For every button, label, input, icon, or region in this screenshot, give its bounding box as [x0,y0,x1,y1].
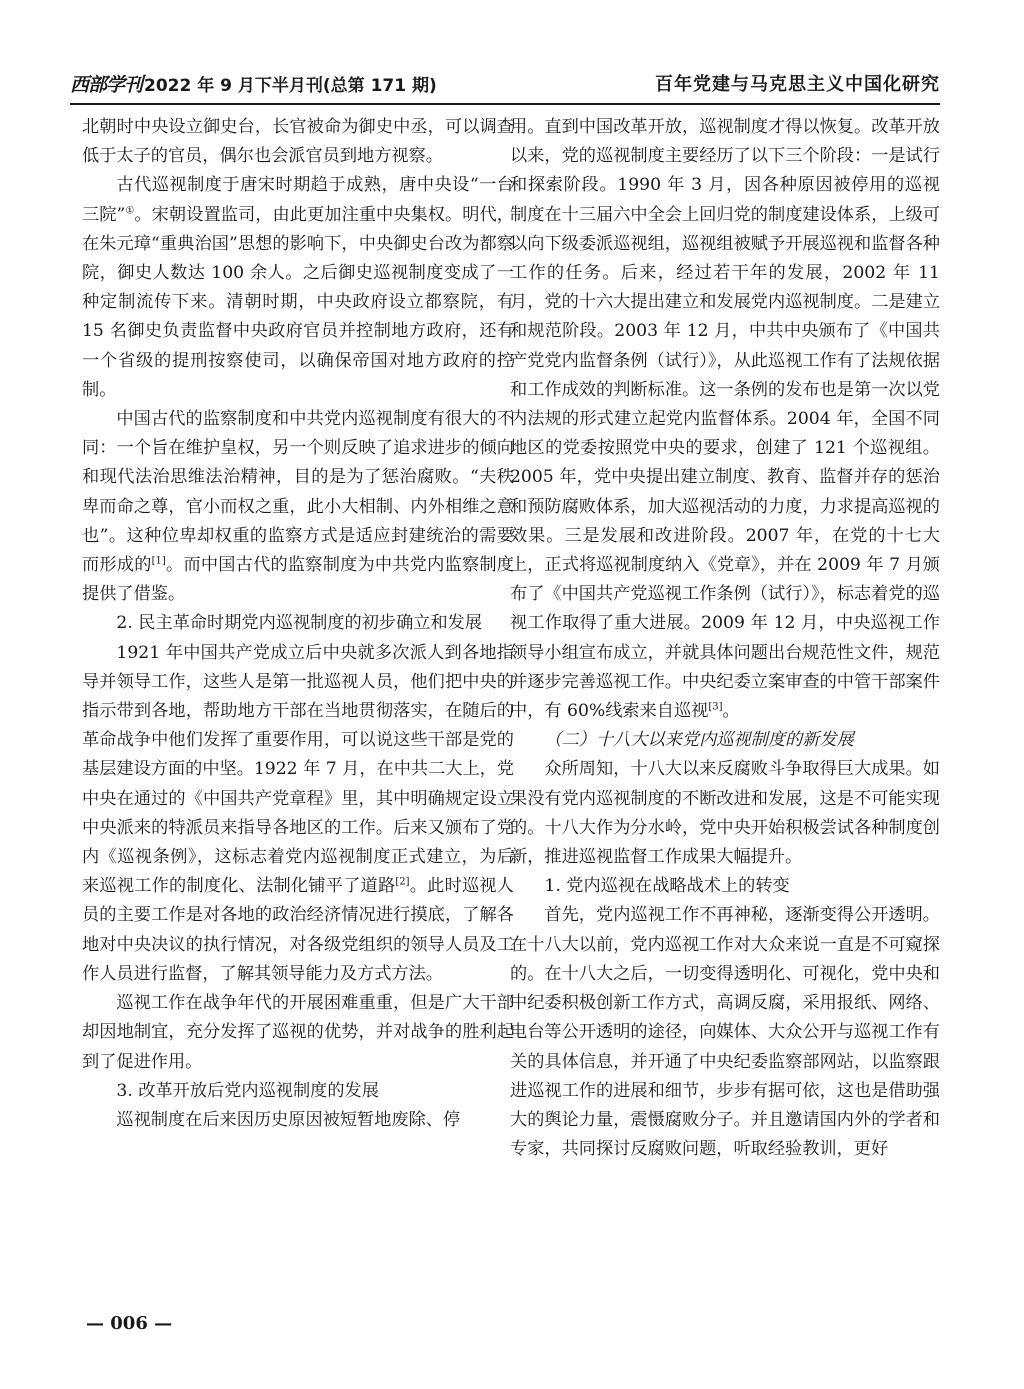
paragraph [82,639,514,989]
issue-info: 2022 年 9 月下半月刊(总第 171 期) [144,75,437,96]
subsection-heading: 1. 党内巡视在战略战术上的转变 [544,876,790,897]
page-number: — 006 — [86,1313,173,1334]
section-heading: （二）十八大以来党内巡视制度的新发展 [544,730,854,751]
paragraph [510,755,940,872]
paragraph-text: 。 [722,701,740,722]
header-rule [70,103,940,105]
paragraph-text: 巡视制度在后来因历史原因被短暂地废除、停 [116,1109,461,1130]
paragraph-text: 巡视工作在战争年代的开展困难重重，但是广大干部却因地制宜，充分发挥了巡视的优势，并对战争的胜利起到了促进作用。 [82,993,514,1072]
paragraph-text: 中国古代的监察制度和中共党内巡视制度有很大的不同：一个旨在维护皇权，另一个则反映了追求进步的倾向和现代法治思维法治精神，目的是为了惩治腐败。“夫秩卑而命之尊，官小而权之重，此小大相制、内外相维之意也”。这种位卑却权重的监察方式是适应封建统治的需要而形成的 [82,409,514,576]
left-column [82,113,514,1135]
journal-logo: 西部学刊 [70,73,143,96]
column-title: 百年党建与马克思主义中国化研究 [655,74,940,95]
right-column [510,113,940,1164]
footnote-marker: ① [125,204,135,216]
paragraph [82,171,514,405]
paragraph-text: 1921 年中国共产党成立后中央就多次派人到各地指导并领导工作，这些人是第一批巡视人员，他们把中央的指示带到各地，帮助地方干部在当地贯彻落实，在随后的革命战争中他们发挥了重要作用，可以说这些干部是党的基层建设方面的中坚。1922 年 7 月，在中共二大上，党中央在通过的《中国共产党章程》里，其中明确规定设立中央派来的特派员来指导各地区的工作。后来又颁布了党内《巡视条例》，这标志着党内巡视制度正式建立，为后来巡视工作的制度化、法制化铺平了道路 [82,642,515,897]
header-left [70,70,437,97]
paragraph-text: 首先，党内巡视工作不再神秘，逐渐变得公开透明。在十八大以前，党内巡视工作对大众来说一直是不可窥探的。在十八大之后，一切变得透明化、可视化，党中央和中纪委积极创新工作方式，高调反腐，采用报纸、网络、电台等公开透明的途径，向媒体、大众公开与巡视工作有关的具体信息，并开通了中央纪委监察部网站，以监察跟进巡视工作的进展和细节，步步有据可依，这也是借助强大的舆论力量，震慑腐败分子。并且邀请国内外的学者和专家，共同探讨反腐败问题，听取经验教训，更好 [510,905,940,1160]
paragraph-text: 。而中国古代的监察制度为中共党内监察制度提供了借鉴。 [82,555,514,605]
subsection-heading: 2. 民主革命时期党内巡视制度的初步确立和发展 [116,613,483,634]
citation-marker: [3] [708,701,723,713]
subsection-heading: 3. 改革开放后党内巡视制度的发展 [116,1080,379,1101]
paragraph [510,901,940,1164]
paragraph-text: 。此时巡视人员的主要工作是对各地的政治经济情况进行摸底，了解各地对中央决议的执行情况，对各级党组织的领导人员及工作人员进行监督，了解其领导能力及方式方法。 [82,876,514,984]
citation-marker: [1] [151,555,166,567]
paragraph-text: 。宋朝设置监司，由此更加注重中央集权。明代，在朱元璋“重典治国”思想的影响下，中央御史台改为都察院，御史人数达 100 余人。之后御史巡视制度变成了一种定制流传下来。清朝时期，中央政府设立都察院，有 15 名御史负责监督中央政府官员并控制地方政府，还有一个省级的提刑按察使司，以确保帝国对地方政府的控制。 [82,204,514,400]
paragraph [510,113,940,726]
paragraph [82,113,514,171]
paragraph-text: 古代巡视制度于唐宋时期趋于成熟，唐中央设“一台三院” [82,175,514,225]
citation-marker: [2] [395,876,410,888]
running-header [70,66,940,100]
paragraph-text: 用。直到中国改革开放，巡视制度才得以恢复。改革开放以来，党的巡视制度主要经历了以下三个阶段：一是试行和探索阶段。1990 年 3 月，因各种原因被停用的巡视制度在十三届六中全会上回归党的制度建设体系，上级可以向下级委派巡视组，巡视组被赋予开展巡视和监督各种工作的任务。后来，经过若干年的发展，2002 年 11 月，党的十六大提出建立和发展党内巡视制度。二是建立和规范阶段。2003 年 12 月，中共中央颁布了《中国共产党党内监督条例（试行）》，从此巡视工作有了法规依据和工作成效的判断标准。这一条例的发布也是第一次以党内法规的形式建立起党内监督体系。2004 年，全国不同地区的党委按照党中央的要求，创建了 121 个巡视组。2005 年，党中央提出建立制度、教育、监督并存的惩治和预防腐败体系，加大巡视活动的力度，力求提高巡视的效果。三是发展和改进阶段。2007 年，在党的十七大上，正式将巡视制度纳入《党章》，并在 2009 年 7 月颁布了《中国共产党巡视工作条例（试行）》，标志着党的巡视工作取得了重大进展。2009 年 12 月，中央巡视工作领导小组宣布成立，并就具体问题出台规范性文件，规范并逐步完善巡视工作。中央纪委立案审查的中管干部案件中，有 60%线索来自巡视 [510,117,940,722]
paragraph [82,1106,514,1135]
paragraph [82,405,514,609]
paragraph-text: 北朝时中央设立御史台，长官被命为御史中丞，可以调查低于太子的官员，偶尔也会派官员到地方视察。 [82,117,514,167]
paragraph-text: 众所周知，十八大以来反腐败斗争取得巨大成果。如果没有党内巡视制度的不断改进和发展，这是不可能实现的。十八大作为分水岭，党中央开始积极尝试各种制度创新，推进巡视监督工作成果大幅提升。 [510,759,940,868]
paragraph [82,989,514,1077]
